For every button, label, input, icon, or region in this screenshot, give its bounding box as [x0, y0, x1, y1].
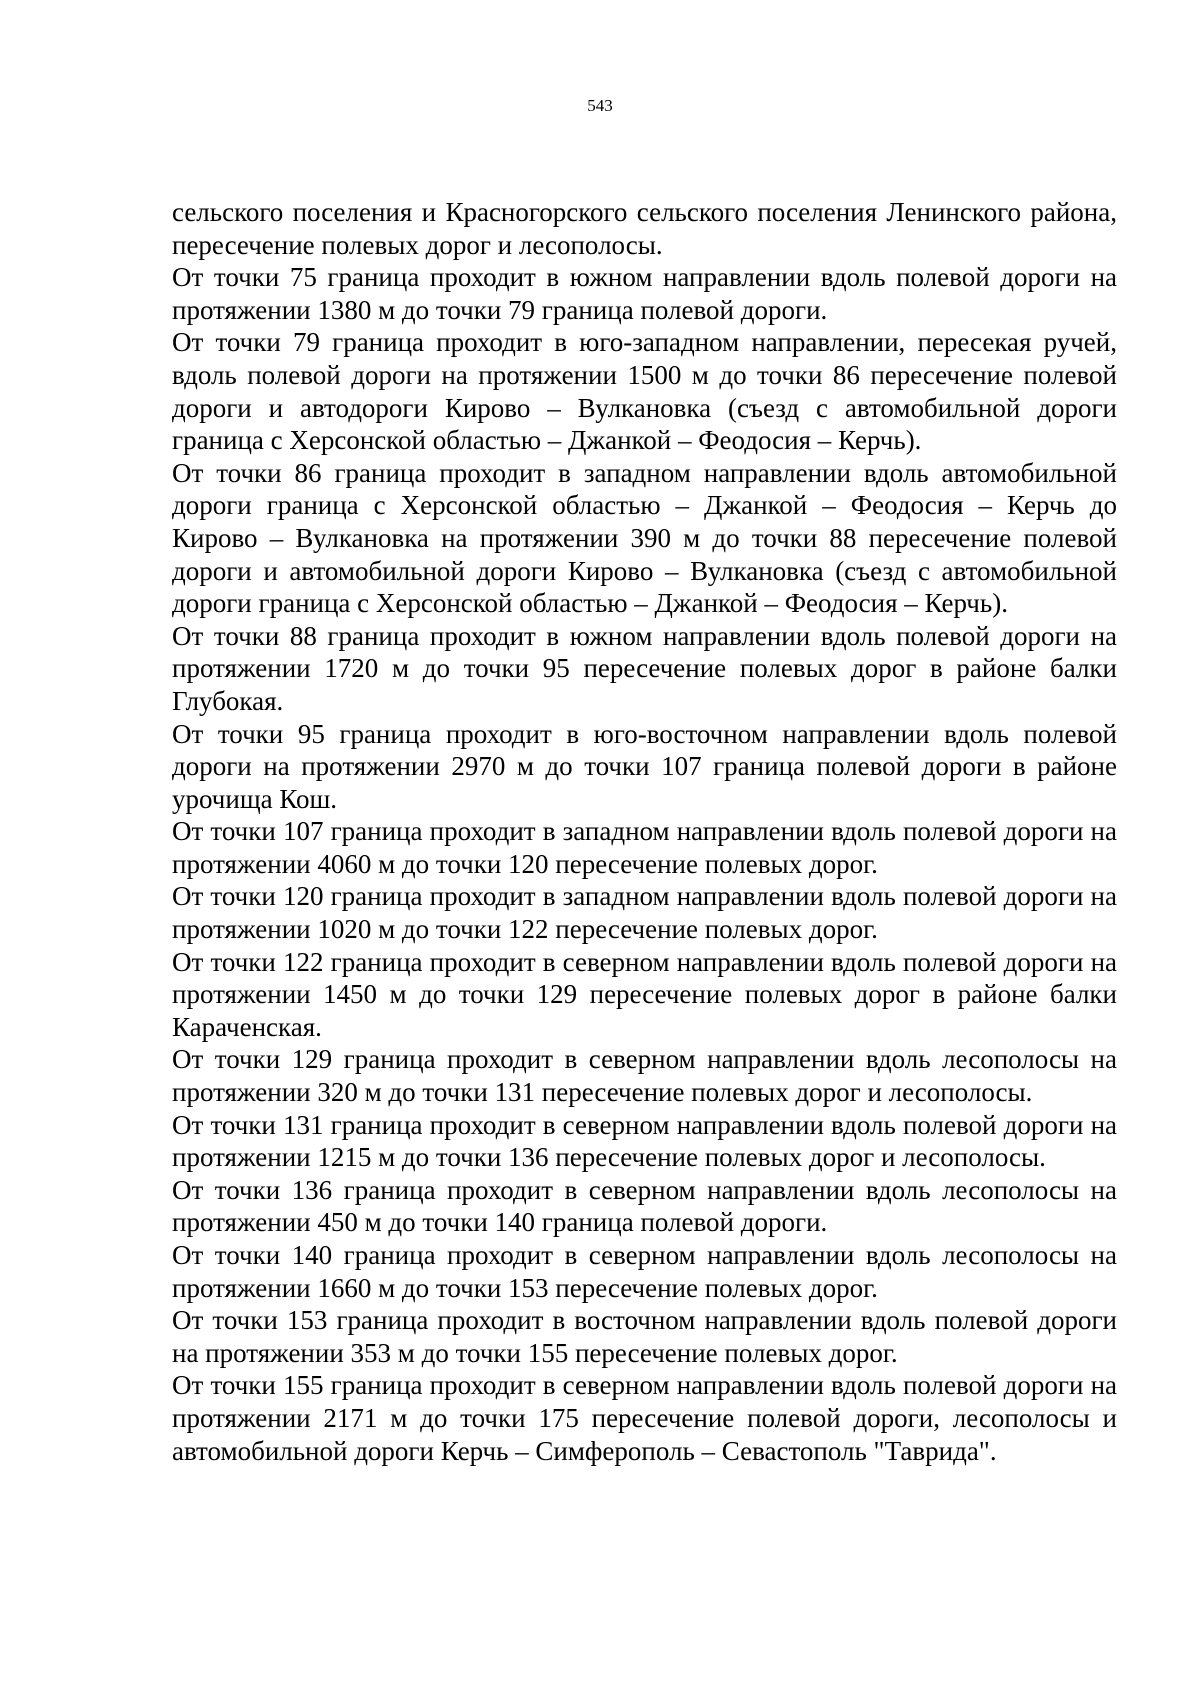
paragraph: От точки 140 граница проходит в северном направлении вдоль лесополосы на протяжении 1660 м до точки 153 пересечение полевых дорог. [172, 1240, 1117, 1303]
paragraph: От точки 153 граница проходит в восточном направлении вдоль полевой дороги на протяжении 353 м до точки 155 пересечение полевых дорог. [172, 1305, 1117, 1368]
paragraph: От точки 122 граница проходит в северном направлении вдоль полевой дороги на протяжении 1450 м до точки 129 пересечение полевых дорог в районе балки Караченская. [172, 946, 1117, 1042]
paragraph: От точки 107 граница проходит в западном направлении вдоль полевой дороги на протяжении 4060 м до точки 120 пересечение полевых дорог. [172, 816, 1117, 879]
paragraph: От точки 131 граница проходит в северном направлении вдоль полевой дороги на протяжении 1215 м до точки 136 пересечение полевых дорог и лесополосы. [172, 1109, 1117, 1173]
paragraph: От точки 88 граница проходит в южном направлении вдоль полевой дороги на протяжении 1720 м до точки 95 пересечение полевых дорог в районе балки Глубокая. [172, 620, 1117, 716]
paragraph: От точки 95 граница проходит в юго-восточном направлении вдоль полевой дороги на протяжении 2970 м до точки 107 граница полевой дороги в районе урочища Кош. [172, 718, 1117, 814]
paragraph: От точки 86 граница проходит в западном направлении вдоль автомобильной дороги граница с Херсонской областью – Джанкой – Феодосия – Керчь до Кирово – Вулкановка на протяжении 390 м до точки 88 пересечение полевой дороги и автомобильной дороги Кирово – Вулкановка (съезд с автомобильной дороги граница с Херсонской областью – Джанкой – Феодосия – Керчь). [172, 457, 1117, 619]
paragraph: От точки 155 граница проходит в северном направлении вдоль полевой дороги на протяжении 2171 м до точки 175 пересечение полевой дороги, лесополосы и автомобильной дороги Керчь – Симферополь – Севастополь "Таврида". [172, 1370, 1117, 1466]
paragraph: От точки 136 граница проходит в северном направлении вдоль лесополосы на протяжении 450 м до точки 140 граница полевой дороги. [172, 1174, 1117, 1238]
paragraph: От точки 129 граница проходит в северном направлении вдоль лесополосы на протяжении 320 м до точки 131 пересечение полевых дорог и лесополосы. [172, 1044, 1117, 1108]
paragraph: От точки 120 граница проходит в западном направлении вдоль полевой дороги на протяжении 1020 м до точки 122 пересечение полевых дорог. [172, 881, 1117, 945]
paragraph: От точки 75 граница проходит в южном направлении вдоль полевой дороги на протяжении 1380 м до точки 79 граница полевой дороги. [172, 262, 1117, 325]
paragraph: сельского поселения и Красногорского сельского поселения Ленинского района, пересечение полевых дорог и лесополосы. [172, 197, 1117, 260]
page-number: 543 [587, 96, 613, 115]
paragraph: От точки 79 граница проходит в юго-западном направлении, пересекая ручей, вдоль полевой дороги на протяжении 1500 м до точки 86 пересечение полевой дороги и автодороги Кирово – Вулкановка (съезд с автомобильной дороги граница с Херсонской областью – Джанкой – Феодосия – Керчь). [172, 327, 1117, 456]
document-body [172, 196, 1117, 1467]
